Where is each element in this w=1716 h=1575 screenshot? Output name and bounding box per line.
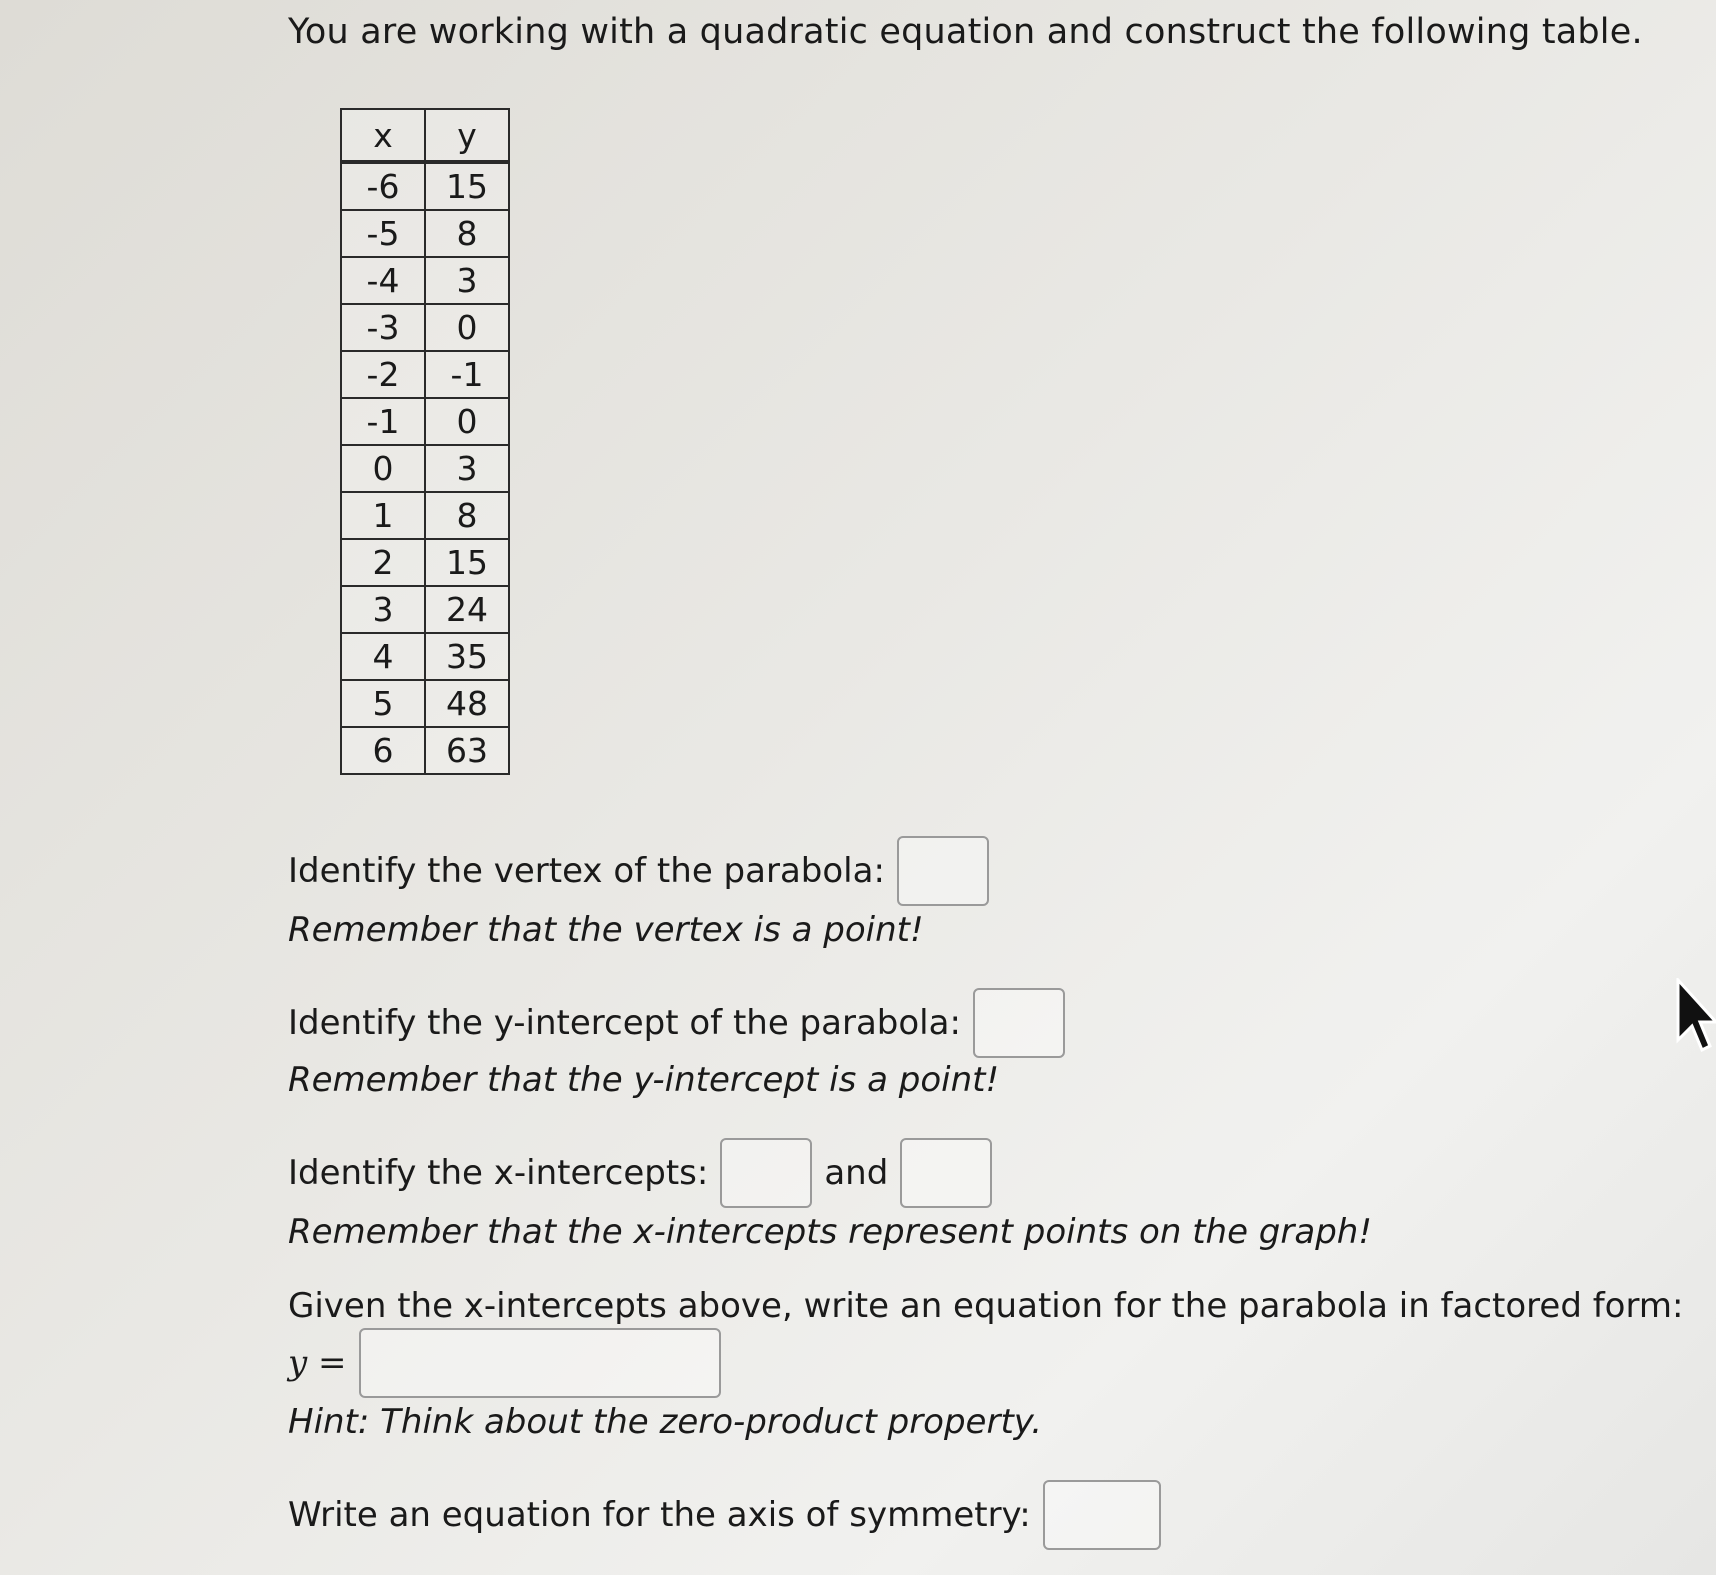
table-row [341, 586, 509, 633]
mouse-cursor-icon [1676, 978, 1716, 1058]
y-intercept-input[interactable] [973, 988, 1065, 1058]
x-intercept-input-1[interactable] [720, 1138, 812, 1208]
x-cell: 3 [341, 586, 425, 633]
y-intercept-prompt [288, 988, 1065, 1058]
x-cell: 1 [341, 492, 425, 539]
y-cell: 35 [425, 633, 509, 680]
y-cell: 0 [425, 398, 509, 445]
axis-of-symmetry-label: Write an equation for the axis of symmetry: [288, 1495, 1031, 1535]
table-row [341, 539, 509, 586]
table-row [341, 351, 509, 398]
x-cell: -1 [341, 398, 425, 445]
x-intercepts-reminder: Remember that the x-intercepts represent points on the graph! [288, 1212, 1372, 1252]
table-header-row [341, 109, 509, 162]
y-cell: 15 [425, 539, 509, 586]
column-header-x: x [341, 109, 425, 162]
y-cell: 3 [425, 445, 509, 492]
y-intercept-label: Identify the y-intercept of the parabola: [288, 1003, 961, 1043]
table-row [341, 304, 509, 351]
factored-form-prefix: y = [288, 1343, 347, 1383]
vertex-prompt [288, 836, 989, 906]
table-row [341, 633, 509, 680]
x-intercepts-label: Identify the x-intercepts: [288, 1153, 709, 1193]
axis-of-symmetry-prompt [288, 1480, 1161, 1550]
x-intercepts-joiner: and [824, 1153, 889, 1193]
x-cell: 6 [341, 727, 425, 774]
x-cell: 0 [341, 445, 425, 492]
x-cell: -3 [341, 304, 425, 351]
y-cell: 3 [425, 257, 509, 304]
factored-form-hint: Hint: Think about the zero-product property. [288, 1402, 1043, 1442]
y-intercept-reminder: Remember that the y-intercept is a point! [288, 1060, 1000, 1100]
y-cell: 15 [425, 162, 509, 210]
y-cell: 8 [425, 492, 509, 539]
x-cell: 4 [341, 633, 425, 680]
column-header-y: y [425, 109, 509, 162]
x-intercepts-prompt [288, 1138, 992, 1208]
y-cell: 48 [425, 680, 509, 727]
factored-form-input[interactable] [359, 1328, 721, 1398]
table-row [341, 727, 509, 774]
vertex-input[interactable] [897, 836, 989, 906]
table-row [341, 210, 509, 257]
table-row [341, 398, 509, 445]
y-cell: -1 [425, 351, 509, 398]
vertex-label: Identify the vertex of the parabola: [288, 851, 885, 891]
x-cell: -2 [341, 351, 425, 398]
x-intercept-input-2[interactable] [900, 1138, 992, 1208]
x-cell: -5 [341, 210, 425, 257]
table-row [341, 257, 509, 304]
values-table [340, 108, 510, 775]
axis-of-symmetry-input[interactable] [1043, 1480, 1161, 1550]
factored-form-label: Given the x-intercepts above, write an equation for the parabola in factored form: [288, 1286, 1684, 1326]
table-row [341, 492, 509, 539]
y-cell: 63 [425, 727, 509, 774]
table-body [341, 162, 509, 774]
table-row [341, 162, 509, 210]
factored-form-prompt [288, 1328, 721, 1398]
x-cell: 5 [341, 680, 425, 727]
x-cell: 2 [341, 539, 425, 586]
x-cell: -4 [341, 257, 425, 304]
question-intro: You are working with a quadratic equation and construct the following table. [288, 12, 1643, 52]
x-cell: -6 [341, 162, 425, 210]
table-row [341, 445, 509, 492]
vertex-reminder: Remember that the vertex is a point! [288, 910, 924, 950]
table-row [341, 680, 509, 727]
y-cell: 8 [425, 210, 509, 257]
y-cell: 0 [425, 304, 509, 351]
y-cell: 24 [425, 586, 509, 633]
